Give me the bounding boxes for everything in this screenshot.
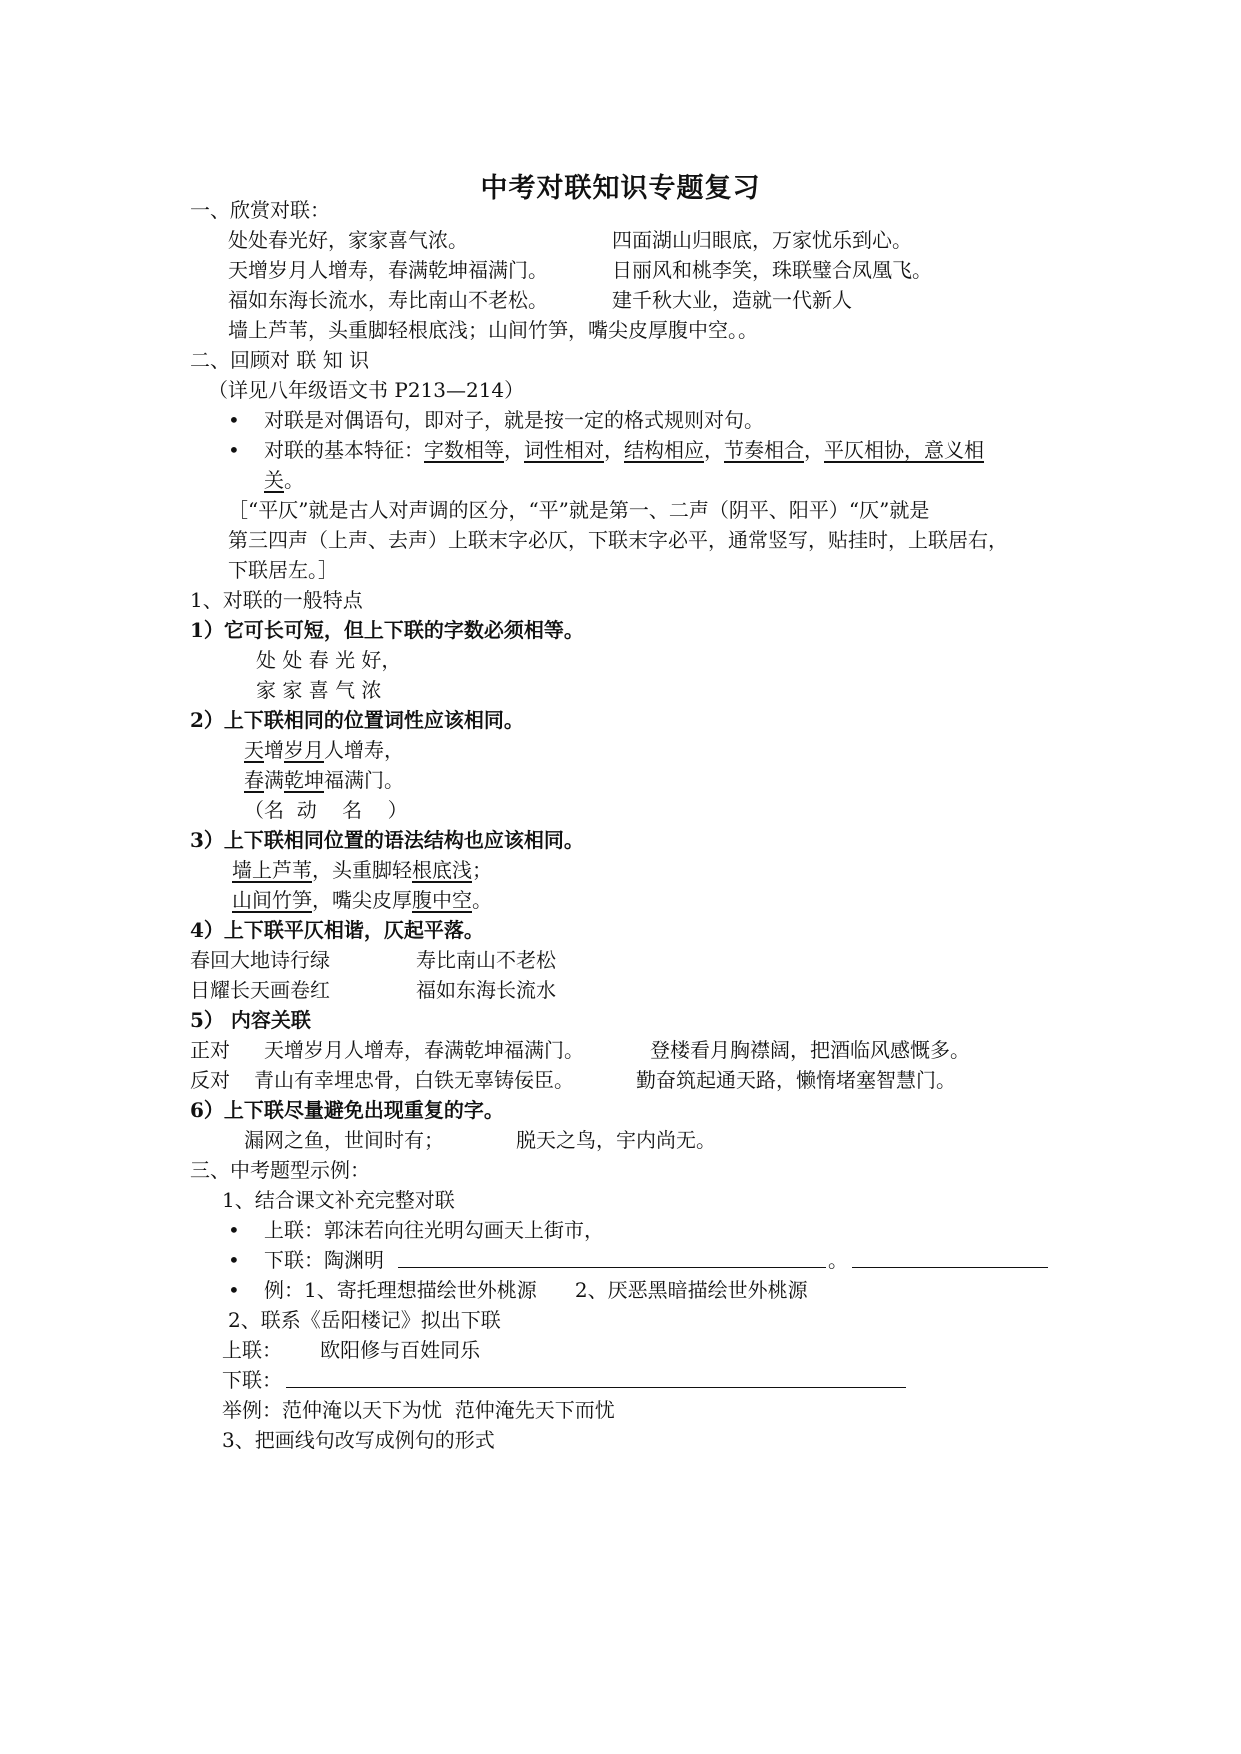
couplet-left: 处处春光好，家家喜气浓。 bbox=[228, 228, 468, 252]
tone-note: 下联居左。］ bbox=[228, 558, 338, 582]
example-line: 福如东海长流水 bbox=[416, 978, 556, 1002]
bullet-icon: • bbox=[228, 438, 240, 462]
tone-note: 第三四声（上声、去声）上联末字必仄，下联末字必平，通常竖写，贴挂时，上联居右， bbox=[228, 528, 1008, 552]
features-line: 对联的基本特征：字数相等，词性相对，结构相应，节奏相合，平仄相协，意义相 bbox=[264, 438, 984, 462]
bullet-icon: • bbox=[228, 1278, 240, 1302]
example-line: 日耀长天画卷红 bbox=[190, 978, 330, 1002]
example-line: 春回大地诗行绿 bbox=[190, 948, 330, 972]
point-text: 上下联尽量避免出现重复的字。 bbox=[223, 1098, 504, 1122]
page-title: 中考对联知识专题复习 bbox=[480, 173, 761, 204]
point-number: 6） bbox=[190, 1098, 224, 1122]
point-5 bbox=[190, 1007, 311, 1033]
example-line: 漏网之鱼，世间时有； bbox=[244, 1128, 444, 1152]
reference-note: （详见八年级语文书 P213—214） bbox=[208, 378, 525, 402]
point-text: 上下联相同位置的语法结构也应该相同。 bbox=[223, 828, 584, 852]
underlined-phrase: 山间竹笋 bbox=[232, 888, 312, 912]
subsection-heading: 1、对联的一般特点 bbox=[190, 588, 363, 612]
underlined-word: 春 bbox=[244, 768, 264, 792]
point-text: 它可长可短，但上下联的字数必须相等。 bbox=[223, 618, 584, 642]
feature-item: 词性相对 bbox=[524, 438, 604, 462]
question-2: 2、联系《岳阳楼记》拟出下联 bbox=[228, 1308, 501, 1332]
example-line: 家 家 喜 气 浓 bbox=[256, 678, 382, 702]
couplet-left: 天增岁月人增寿，春满乾坤福满门。 bbox=[228, 258, 548, 282]
bullet-icon: • bbox=[228, 408, 240, 432]
example-line: 天增岁月人增寿，春满乾坤福满门。 bbox=[264, 1038, 584, 1062]
underlined-word: 天 bbox=[244, 738, 264, 762]
couplet-left: 福如东海长流水，寿比南山不老松。 bbox=[228, 288, 548, 312]
bullet-icon: • bbox=[228, 1248, 240, 1272]
example-line: 勤奋筑起通天路，懒惰堵塞智慧门。 bbox=[636, 1068, 956, 1092]
answer-blank-extra[interactable] bbox=[852, 1249, 1048, 1268]
word: 满 bbox=[264, 768, 284, 792]
lower-couplet-label: 下联： bbox=[222, 1368, 282, 1392]
label-fandui: 反对 bbox=[190, 1068, 230, 1092]
point-number: 3） bbox=[190, 828, 224, 852]
features-prefix: 对联的基本特征： bbox=[264, 438, 424, 462]
example-line: 寿比南山不老松 bbox=[416, 948, 556, 972]
example-line: 青山有幸埋忠骨，白铁无辜铸佞臣。 bbox=[254, 1068, 574, 1092]
features-continuation bbox=[264, 467, 304, 493]
example-line: 处 处 春 光 好， bbox=[256, 648, 402, 672]
upper-couplet: 上联：郭沫若向往光明勾画天上街市， bbox=[264, 1218, 604, 1242]
feature-item-cont: 关 bbox=[264, 468, 284, 492]
answer-blank[interactable] bbox=[398, 1249, 826, 1268]
section-2-heading: 二、回顾对 联 知 识 bbox=[190, 348, 370, 372]
question-1: 1、结合课文补充完整对联 bbox=[222, 1188, 455, 1212]
section-1-heading: 一、欣赏对联： bbox=[190, 198, 330, 222]
underlined-phrase: 根底浅 bbox=[412, 858, 472, 882]
bullet-text: 对联是对偶语句，即对子，就是按一定的格式规则对句。 bbox=[264, 408, 764, 432]
couplet-right: 四面湖山归眼底，万家忧乐到心。 bbox=[612, 228, 912, 252]
section-3-heading: 三、中考题型示例： bbox=[190, 1158, 370, 1182]
upper-couplet-label: 上联： 欧阳修与百姓同乐 bbox=[222, 1338, 481, 1362]
label-zhengdui: 正对 bbox=[190, 1038, 230, 1062]
example-line bbox=[232, 887, 492, 913]
point-text: 内容关联 bbox=[230, 1008, 311, 1032]
point-number: 5） bbox=[190, 1008, 224, 1032]
feature-item: 节奏相合 bbox=[724, 438, 804, 462]
feature-item: 平仄相协，意义相 bbox=[824, 438, 984, 462]
pos-labels: （名 动 名 ） bbox=[244, 798, 408, 822]
phrase: ，嘴尖皮厚 bbox=[312, 888, 412, 912]
point-number: 4） bbox=[190, 918, 224, 942]
point-2 bbox=[190, 707, 524, 733]
point-number: 1） bbox=[190, 618, 224, 642]
point-number: 2） bbox=[190, 708, 224, 732]
phrase: ； bbox=[472, 858, 492, 882]
word: 增 bbox=[264, 738, 284, 762]
phrase: ，头重脚轻 bbox=[312, 858, 412, 882]
point-4 bbox=[190, 917, 484, 943]
point-text: 上下联相同的位置词性应该相同。 bbox=[223, 708, 524, 732]
lower-couplet-line bbox=[264, 1247, 384, 1273]
tone-note: ［“平仄”就是古人对声调的区分，“平”就是第一、二声（阴平、阳平）“仄”就是 bbox=[228, 498, 930, 522]
couplet-full: 墙上芦苇，头重脚轻根底浅；山间竹笋，嘴尖皮厚腹中空。。 bbox=[228, 318, 758, 342]
example-line: 登楼看月胸襟阔，把酒临风感慨多。 bbox=[650, 1038, 970, 1062]
word: 人增寿， bbox=[324, 738, 404, 762]
phrase: 。 bbox=[472, 888, 492, 912]
point-text: 上下联平仄相谐，仄起平落。 bbox=[223, 918, 484, 942]
lower-couplet-label: 下联：陶渊明 bbox=[264, 1248, 384, 1272]
example-answers: 例：1、寄托理想描绘世外桃源 2、厌恶黑暗描绘世外桃源 bbox=[264, 1278, 808, 1302]
point-3 bbox=[190, 827, 584, 853]
feature-item: 结构相应 bbox=[624, 438, 704, 462]
underlined-word: 岁月 bbox=[284, 738, 324, 762]
example-line: 脱天之鸟，宇内尚无。 bbox=[516, 1128, 716, 1152]
example-line bbox=[244, 737, 404, 763]
blank-period: 。 bbox=[828, 1248, 848, 1272]
question-3: 3、把画线句改写成例句的形式 bbox=[222, 1428, 495, 1452]
feature-item: 字数相等 bbox=[424, 438, 504, 462]
underlined-word: 乾坤 bbox=[284, 768, 324, 792]
underlined-phrase: 腹中空 bbox=[412, 888, 472, 912]
point-1 bbox=[190, 617, 584, 643]
feature-end: 。 bbox=[284, 468, 304, 492]
example-line bbox=[232, 857, 492, 883]
bullet-icon: • bbox=[228, 1218, 240, 1242]
underlined-phrase: 墙上芦苇 bbox=[232, 858, 312, 882]
couplet-right: 日丽风和桃李笑，珠联璧合凤凰飞。 bbox=[612, 258, 932, 282]
answer-blank[interactable] bbox=[286, 1369, 906, 1388]
word: 福满门。 bbox=[324, 768, 404, 792]
example-answer: 举例：范仲淹以天下为忧 范仲淹先天下而忧 bbox=[222, 1398, 615, 1422]
example-line bbox=[244, 767, 404, 793]
point-6 bbox=[190, 1097, 504, 1123]
couplet-right: 建千秋大业，造就一代新人 bbox=[612, 288, 852, 312]
